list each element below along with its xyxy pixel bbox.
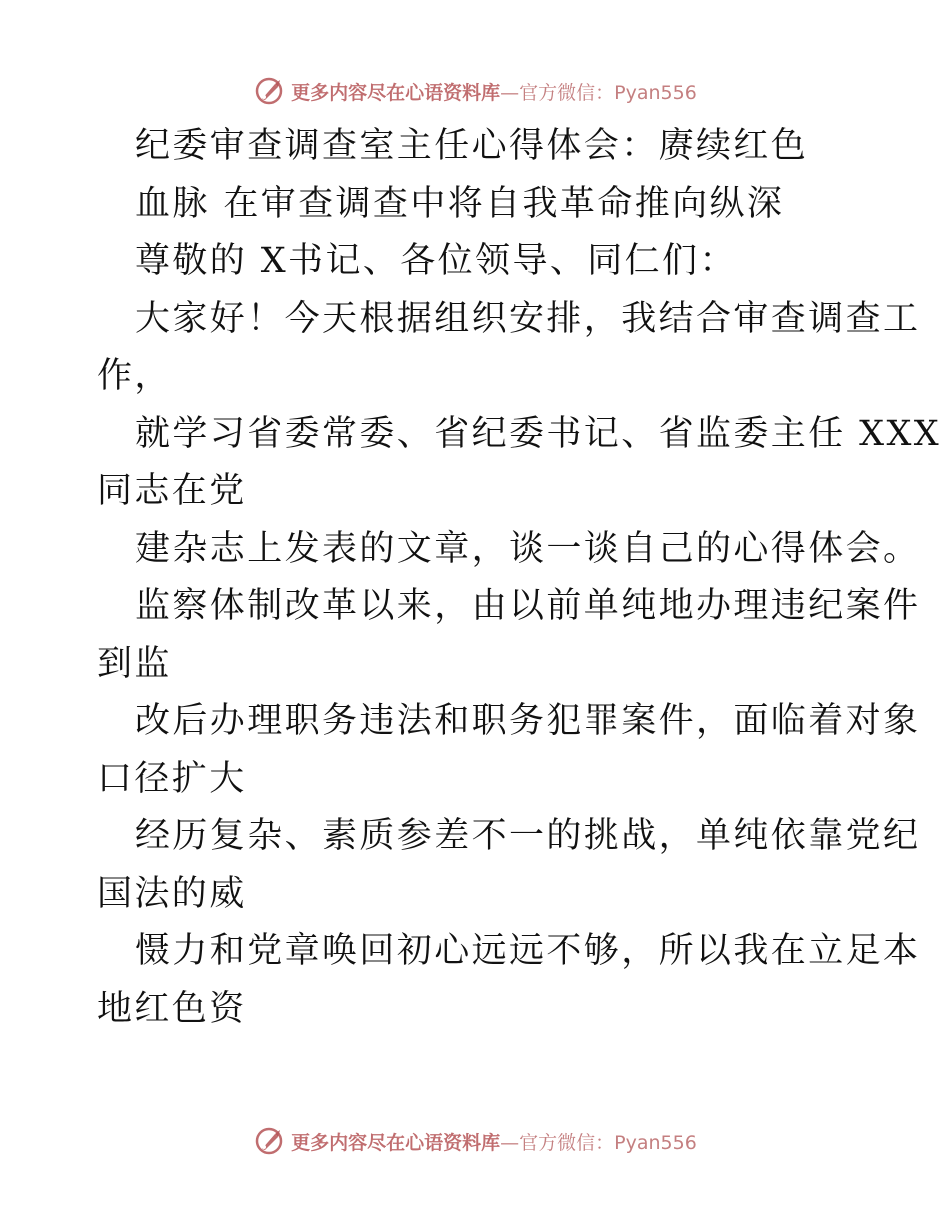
document-line: 监察体制改革以来，由以前单纯地办理违纪案件 xyxy=(135,586,921,626)
document-line: 同志在党 xyxy=(97,471,247,511)
watermark-separator: — xyxy=(500,1131,520,1154)
watermark-contact: 官方微信：Pyan556 xyxy=(519,1131,697,1154)
document-line: 就学习省委常委、省纪委书记、省监委主任 XXX xyxy=(135,413,942,454)
document-line: 作， xyxy=(97,356,172,396)
document-line: 纪委审查调查室主任心得体会：赓续红色 xyxy=(135,126,809,166)
document-line: 口径扩大 xyxy=(97,758,247,799)
header-watermark-banner xyxy=(0,71,950,111)
footer-watermark-banner xyxy=(0,1121,950,1161)
document-line: 慑力和党章唤回初心远远不够，所以我在立足本 xyxy=(135,931,921,971)
document-line: 到监 xyxy=(97,643,172,684)
watermark-text xyxy=(291,78,697,105)
document-line: 建杂志上发表的文章，谈一谈自己的心得体会。 xyxy=(135,528,921,569)
document-line: 改后办理职务违法和职务犯罪案件，面临着对象 xyxy=(135,701,921,741)
watermark-text xyxy=(291,1128,697,1155)
quill-pen-logo-icon xyxy=(253,1125,285,1157)
document-line: 尊敬的 X书记、各位领导、同仁们： xyxy=(135,241,737,281)
document-line: 经历复杂、素质参差不一的挑战，单纯依靠党纪 xyxy=(135,816,921,856)
watermark-separator: — xyxy=(500,81,520,104)
document-body xyxy=(97,118,942,1038)
watermark-contact: 官方微信：Pyan556 xyxy=(519,81,697,104)
watermark-brand: 更多内容尽在心语资料库 xyxy=(291,1131,501,1154)
document-line: 大家好！今天根据组织安排，我结合审查调查工 xyxy=(135,298,921,339)
document-line: 国法的威 xyxy=(97,873,247,914)
document-line: 血脉 在审查调查中将自我革命推向纵深 xyxy=(135,183,785,224)
watermark-brand: 更多内容尽在心语资料库 xyxy=(291,81,501,104)
quill-pen-logo-icon xyxy=(253,75,285,107)
document-line: 地红色资 xyxy=(97,988,247,1029)
